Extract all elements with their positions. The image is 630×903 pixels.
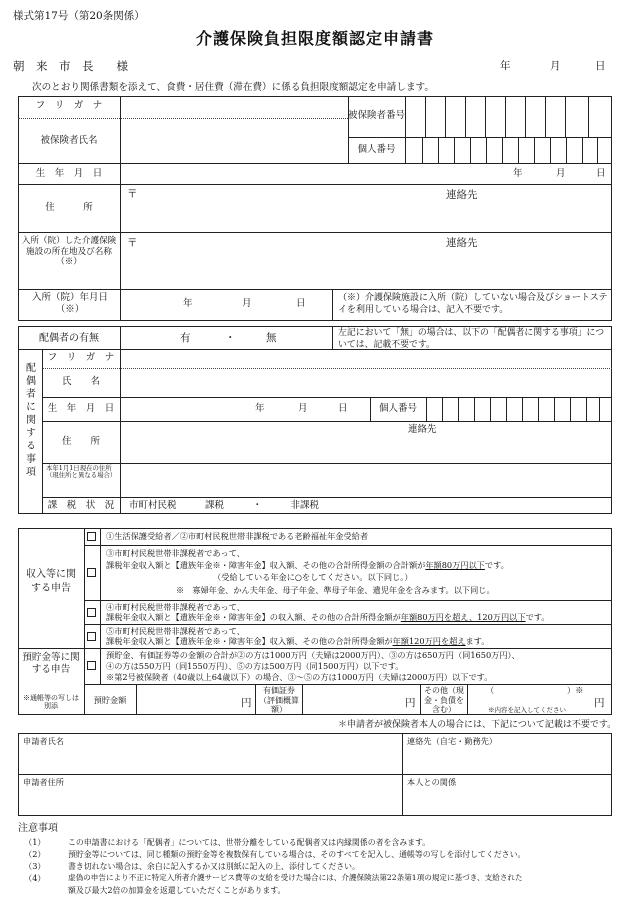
spouse-tax-label: 課 税 状 況 bbox=[47, 500, 115, 511]
dob-day: 日 bbox=[596, 168, 606, 179]
option-1-2-text: ①生活保護受給者／②市町村民税世帯非課税である老齢福祉年金受給者 bbox=[106, 531, 369, 541]
other-note: ※内容を記入してください bbox=[488, 706, 566, 714]
insured-name-label: 被保険者氏名 bbox=[40, 135, 98, 146]
proxy-contact-label: 連絡先（自宅・勤務先） bbox=[407, 736, 498, 746]
date-day: 日 bbox=[595, 60, 606, 72]
note-1-number: （1） bbox=[24, 837, 46, 847]
spouse-address-label: 住 所 bbox=[61, 436, 100, 447]
proxy-relation-label: 本人との関係 bbox=[407, 777, 457, 787]
savings-side-note: ※通帳等の写しは別添 bbox=[23, 694, 79, 711]
personal-number-input[interactable] bbox=[406, 138, 611, 162]
option-3-line3: （受給している年金に○をしてください。以下同じ。） bbox=[213, 572, 413, 582]
postal-mark: 〒 bbox=[127, 188, 138, 200]
option-5-line1: ⑤市町村民税世帯非課税者であって、 bbox=[106, 626, 245, 636]
other-yen: 円 bbox=[594, 697, 605, 709]
spouse-prev-address-input[interactable] bbox=[124, 465, 609, 495]
savings-text-line1: 預貯金、有価証券等の金額の合計が②の方は1000万円（夫婦は2000万円）、③の方は650万円（同1650万円）、 bbox=[106, 650, 520, 660]
spouse-dob-input[interactable] bbox=[124, 399, 367, 419]
deposit-amount-input[interactable] bbox=[138, 686, 253, 713]
checkbox-option-1-2[interactable] bbox=[87, 532, 96, 541]
option-4-line1: ④市町村民税世帯非課税者であって、 bbox=[106, 602, 245, 612]
option-3-line1: ③市町村民税世帯非課税者であって、 bbox=[106, 548, 245, 558]
securities-label: 有価証券（評価概算額） bbox=[259, 686, 299, 715]
option-5-text-b: 年額120万円を超え bbox=[392, 636, 466, 646]
spouse-tax-value[interactable]: 市町村民税 課税 ・ 非課税 bbox=[129, 500, 320, 511]
spouse-side-label: 配偶者に関する事項 bbox=[23, 362, 35, 479]
option-4-text-c: です。 bbox=[525, 612, 550, 622]
date-month: 月 bbox=[550, 60, 561, 72]
securities-yen: 円 bbox=[405, 697, 416, 709]
spouse-dob-month: 月 bbox=[298, 403, 308, 414]
spouse-option-separator: ・ bbox=[225, 332, 236, 344]
proxy-name-input[interactable] bbox=[22, 748, 398, 772]
furigana-input[interactable] bbox=[124, 99, 344, 116]
dob-input[interactable] bbox=[124, 165, 609, 182]
insured-number-label: 被保険者番号 bbox=[348, 110, 406, 121]
proxy-address-label: 申請者住所 bbox=[23, 777, 64, 787]
insured-number-input[interactable] bbox=[406, 97, 611, 136]
other-paren-open: （ bbox=[486, 685, 495, 695]
spouse-personal-number-input[interactable] bbox=[427, 398, 611, 420]
option-4-line2 bbox=[106, 613, 549, 622]
address-input[interactable] bbox=[124, 186, 609, 230]
option-5-text-a: 課税年金収入額と【遺族年金※・障害年金】収入額、その他の合計所得金額が bbox=[106, 636, 393, 646]
savings-side-label: 預貯金等に関する申告 bbox=[22, 652, 80, 676]
spouse-personal-number-label: 個人番号 bbox=[378, 403, 417, 414]
dob-label: 生 年 月 日 bbox=[35, 168, 103, 179]
savings-text-line3: ※第2号被保険者（40歳以上64歳以下）の場合、③～⑤の方は1000万円（夫婦は2000万円）以下です。 bbox=[106, 672, 493, 682]
address-label: 住 所 bbox=[45, 202, 93, 213]
note-2-text: 預貯金等については、同じ種類の預貯金等を複数保有している場合は、そのすべてを記入し、通帳等の写しを添付してください。 bbox=[68, 850, 526, 859]
spouse-furigana-label: フ リ ガ ナ bbox=[47, 352, 115, 363]
proxy-contact-input[interactable] bbox=[406, 748, 610, 772]
checkbox-option-5[interactable] bbox=[87, 632, 96, 641]
checkbox-savings[interactable] bbox=[87, 661, 96, 670]
deposit-yen: 円 bbox=[241, 697, 252, 709]
securities-amount-input[interactable] bbox=[304, 686, 418, 713]
spouse-no-option[interactable]: 無 bbox=[266, 332, 277, 344]
facility-contact-label: 連絡先 bbox=[446, 237, 478, 249]
spouse-address-input[interactable] bbox=[124, 423, 609, 461]
dob-year: 年 bbox=[513, 168, 523, 179]
note-3-text: 書き切れない場合は、余白に記入するか又は別紙に記入の上、添付してください。 bbox=[68, 862, 360, 871]
spouse-name-input[interactable] bbox=[124, 370, 609, 395]
option-5-text-c: ます。 bbox=[465, 636, 490, 646]
savings-text-line2: ④の方は550万円（同1550万円）、⑤の方は500万円（同1500万円）以下です。 bbox=[106, 661, 404, 671]
intro-text: 次のとおり関係書類を添えて、食費・居住費（滞在費）に係る負担限度額認定を申請します。 bbox=[32, 82, 434, 93]
proxy-name-label: 申請者氏名 bbox=[23, 736, 64, 746]
note-4-number: （4） bbox=[24, 873, 46, 883]
note-1-text: この申請書における「配偶者」については、世帯分離をしている配偶者又は内縁関係の者を含みます。 bbox=[68, 838, 431, 847]
note-4-text: 虚偽の申告により不正に特定入所者介護サービス費等の支給を受けた場合には、介護保険法第22条第1項の規定に基づき、支給された bbox=[68, 873, 523, 882]
insured-name-input[interactable] bbox=[124, 121, 344, 161]
facility-label: 入所（院）した介護保険施設の所在地及び名称（※） bbox=[21, 236, 117, 268]
addressee: 朝 来 市 長 様 bbox=[13, 59, 128, 73]
deposit-label: 預貯金額 bbox=[93, 695, 127, 705]
note-2-number: （2） bbox=[24, 849, 46, 859]
option-3-text-a: 課税年金収入額と【遺族年金※・障害年金】収入額、その他の合計所得金額の合計額が bbox=[106, 560, 426, 570]
spouse-dob-year: 年 bbox=[255, 403, 265, 414]
option-5-line2 bbox=[106, 637, 489, 646]
dob-month: 月 bbox=[556, 168, 566, 179]
option-4-text-b: 年額80万円を超え、120万円以下 bbox=[400, 612, 526, 622]
other-label: その他（現金・負債を含む） bbox=[424, 686, 464, 715]
checkbox-option-3[interactable] bbox=[87, 568, 96, 577]
proxy-note: ＊申請者が被保険者本人の場合には、下記について記載は不要です。 bbox=[338, 720, 617, 730]
personal-number-label: 個人番号 bbox=[357, 144, 396, 155]
spouse-dob-day: 日 bbox=[338, 403, 348, 414]
form-title: 介護保険負担限度額認定申請書 bbox=[195, 29, 434, 48]
option-3-line4: ※ 寡婦年金、かん夫年金、母子年金、準母子年金、遺児年金を含みます。以下同じ。 bbox=[176, 585, 495, 595]
spouse-yes-option[interactable]: 有 bbox=[180, 332, 191, 344]
spouse-exists-label: 配偶者の有無 bbox=[39, 333, 99, 344]
proxy-address-input[interactable] bbox=[22, 790, 398, 814]
admission-month: 月 bbox=[242, 298, 252, 309]
other-paren-close: ）※ bbox=[567, 685, 584, 695]
admission-date-label: 入所（院）年月日（※） bbox=[31, 292, 108, 316]
spouse-prev-address-label: 本年1月1日現在の住所（現住所と異なる場合） bbox=[46, 464, 117, 480]
form-number: 様式第17号（第20条関係） bbox=[13, 10, 145, 22]
spouse-dob-label: 生 年 月 日 bbox=[47, 403, 115, 414]
spouse-name-label: 氏 名 bbox=[61, 376, 100, 387]
admission-day: 日 bbox=[296, 298, 306, 309]
notes-heading: 注意事項 bbox=[18, 823, 58, 834]
option-3-line2 bbox=[106, 561, 509, 570]
furigana-label: フ リ ガ ナ bbox=[35, 100, 103, 111]
facility-input[interactable] bbox=[124, 234, 609, 287]
contact-label: 連絡先 bbox=[446, 189, 478, 201]
date-year: 年 bbox=[500, 60, 511, 72]
spouse-contact-label: 連絡先 bbox=[408, 424, 437, 435]
option-4-text-a: 課税年金収入額と【遺族年金※・障害年金】の収入額、その他の合計所得金額が bbox=[106, 612, 401, 622]
proxy-relation-input[interactable] bbox=[406, 790, 610, 814]
facility-postal-mark: 〒 bbox=[127, 237, 138, 249]
admission-note: （※）介護保険施設に入所（院）していない場合及びショートステイを利用している場合は、記入不要です。 bbox=[338, 293, 608, 316]
admission-year: 年 bbox=[183, 298, 193, 309]
option-3-text-b: 年額80万円以下 bbox=[425, 560, 485, 570]
option-3-text-c: です。 bbox=[484, 560, 509, 570]
note-3-number: （3） bbox=[24, 861, 46, 871]
income-side-label: 収入等に関する申告 bbox=[26, 569, 76, 594]
spouse-exists-note: 左記において「無」の場合は、以下の「配偶者に関する事項」については、記載不要です。 bbox=[338, 328, 605, 350]
spouse-furigana-input[interactable] bbox=[124, 351, 609, 366]
checkbox-option-4[interactable] bbox=[87, 608, 96, 617]
note-4-text-cont: 額及び最大2倍の加算金を返還していただくことがあります。 bbox=[68, 886, 286, 895]
